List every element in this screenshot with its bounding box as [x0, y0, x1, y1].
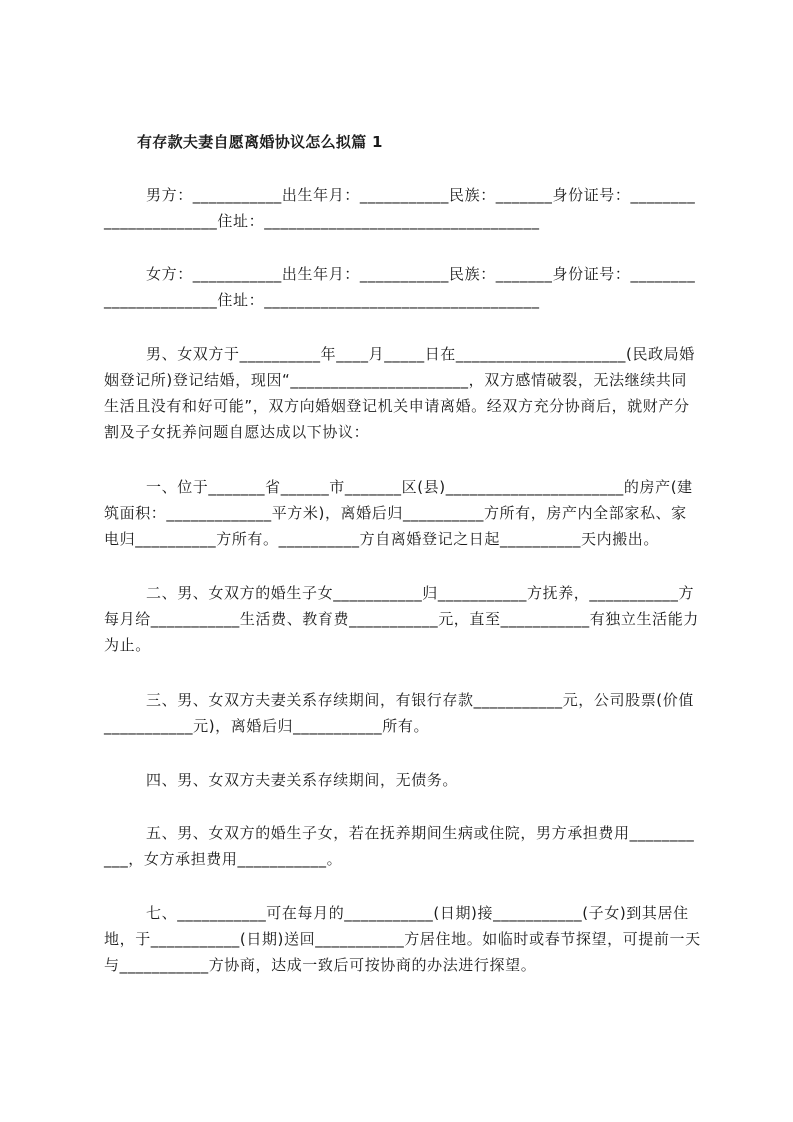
paragraph-clause-medical-costs: 五、男、女双方的婚生子女，若在抚养期间生病或住院，男方承担费用___________，女方承担费用___________。	[104, 824, 695, 868]
paragraph-clause-property: 一、位于_______省______市_______区(县)______________________的房产(建筑面积：_____________平方米)，离婚后归__________方所有，房产内全部家私、家电归__________方所有。__________方自离婚登记之日起__________天内搬出。	[104, 478, 693, 548]
paragraph-clause-debts: 四、男、女双方夫妻关系存续期间，无债务。	[146, 771, 459, 789]
paragraph-clause-visitation: 七、___________可在每月的___________(日期)接___________(子女)到其居住地，于___________(日期)送回___________方居住地。如临时或春节探望，可提前一天与___________方协商，达成一致后可按协商的办法进行探望。	[104, 904, 701, 974]
document-title: 有存款夫妻自愿离婚协议怎么拟篇 1	[137, 133, 383, 151]
paragraph-clause-child-custody: 二、男、女双方的婚生子女___________归___________方抚养，___________方每月给___________生活费、教育费___________元，直至___________有独立生活能力为止。	[104, 584, 699, 654]
paragraph-wife-info: 女方：___________出生年月：___________民族：_______身份证号：______________________住址：__________________________________	[104, 265, 696, 309]
paragraph-husband-info: 男方：___________出生年月：___________民族：_______身份证号：______________________住址：__________________________________	[104, 186, 696, 230]
paragraph-marriage-registration: 男、女双方于__________年____月_____日在_____________________(民政局婚姻登记所)登记结婚，现因“______________________，双方感情破裂，无法继续共同生活且没有和好可能”，双方向婚姻登记机关申请离婚。经双方充分协商后，就财产分割及子女抚养问题自愿达成以下协议：	[104, 345, 695, 441]
paragraph-clause-savings: 三、男、女双方夫妻关系存续期间，有银行存款___________元，公司股票(价值___________元)，离婚后归___________所有。	[104, 691, 694, 735]
